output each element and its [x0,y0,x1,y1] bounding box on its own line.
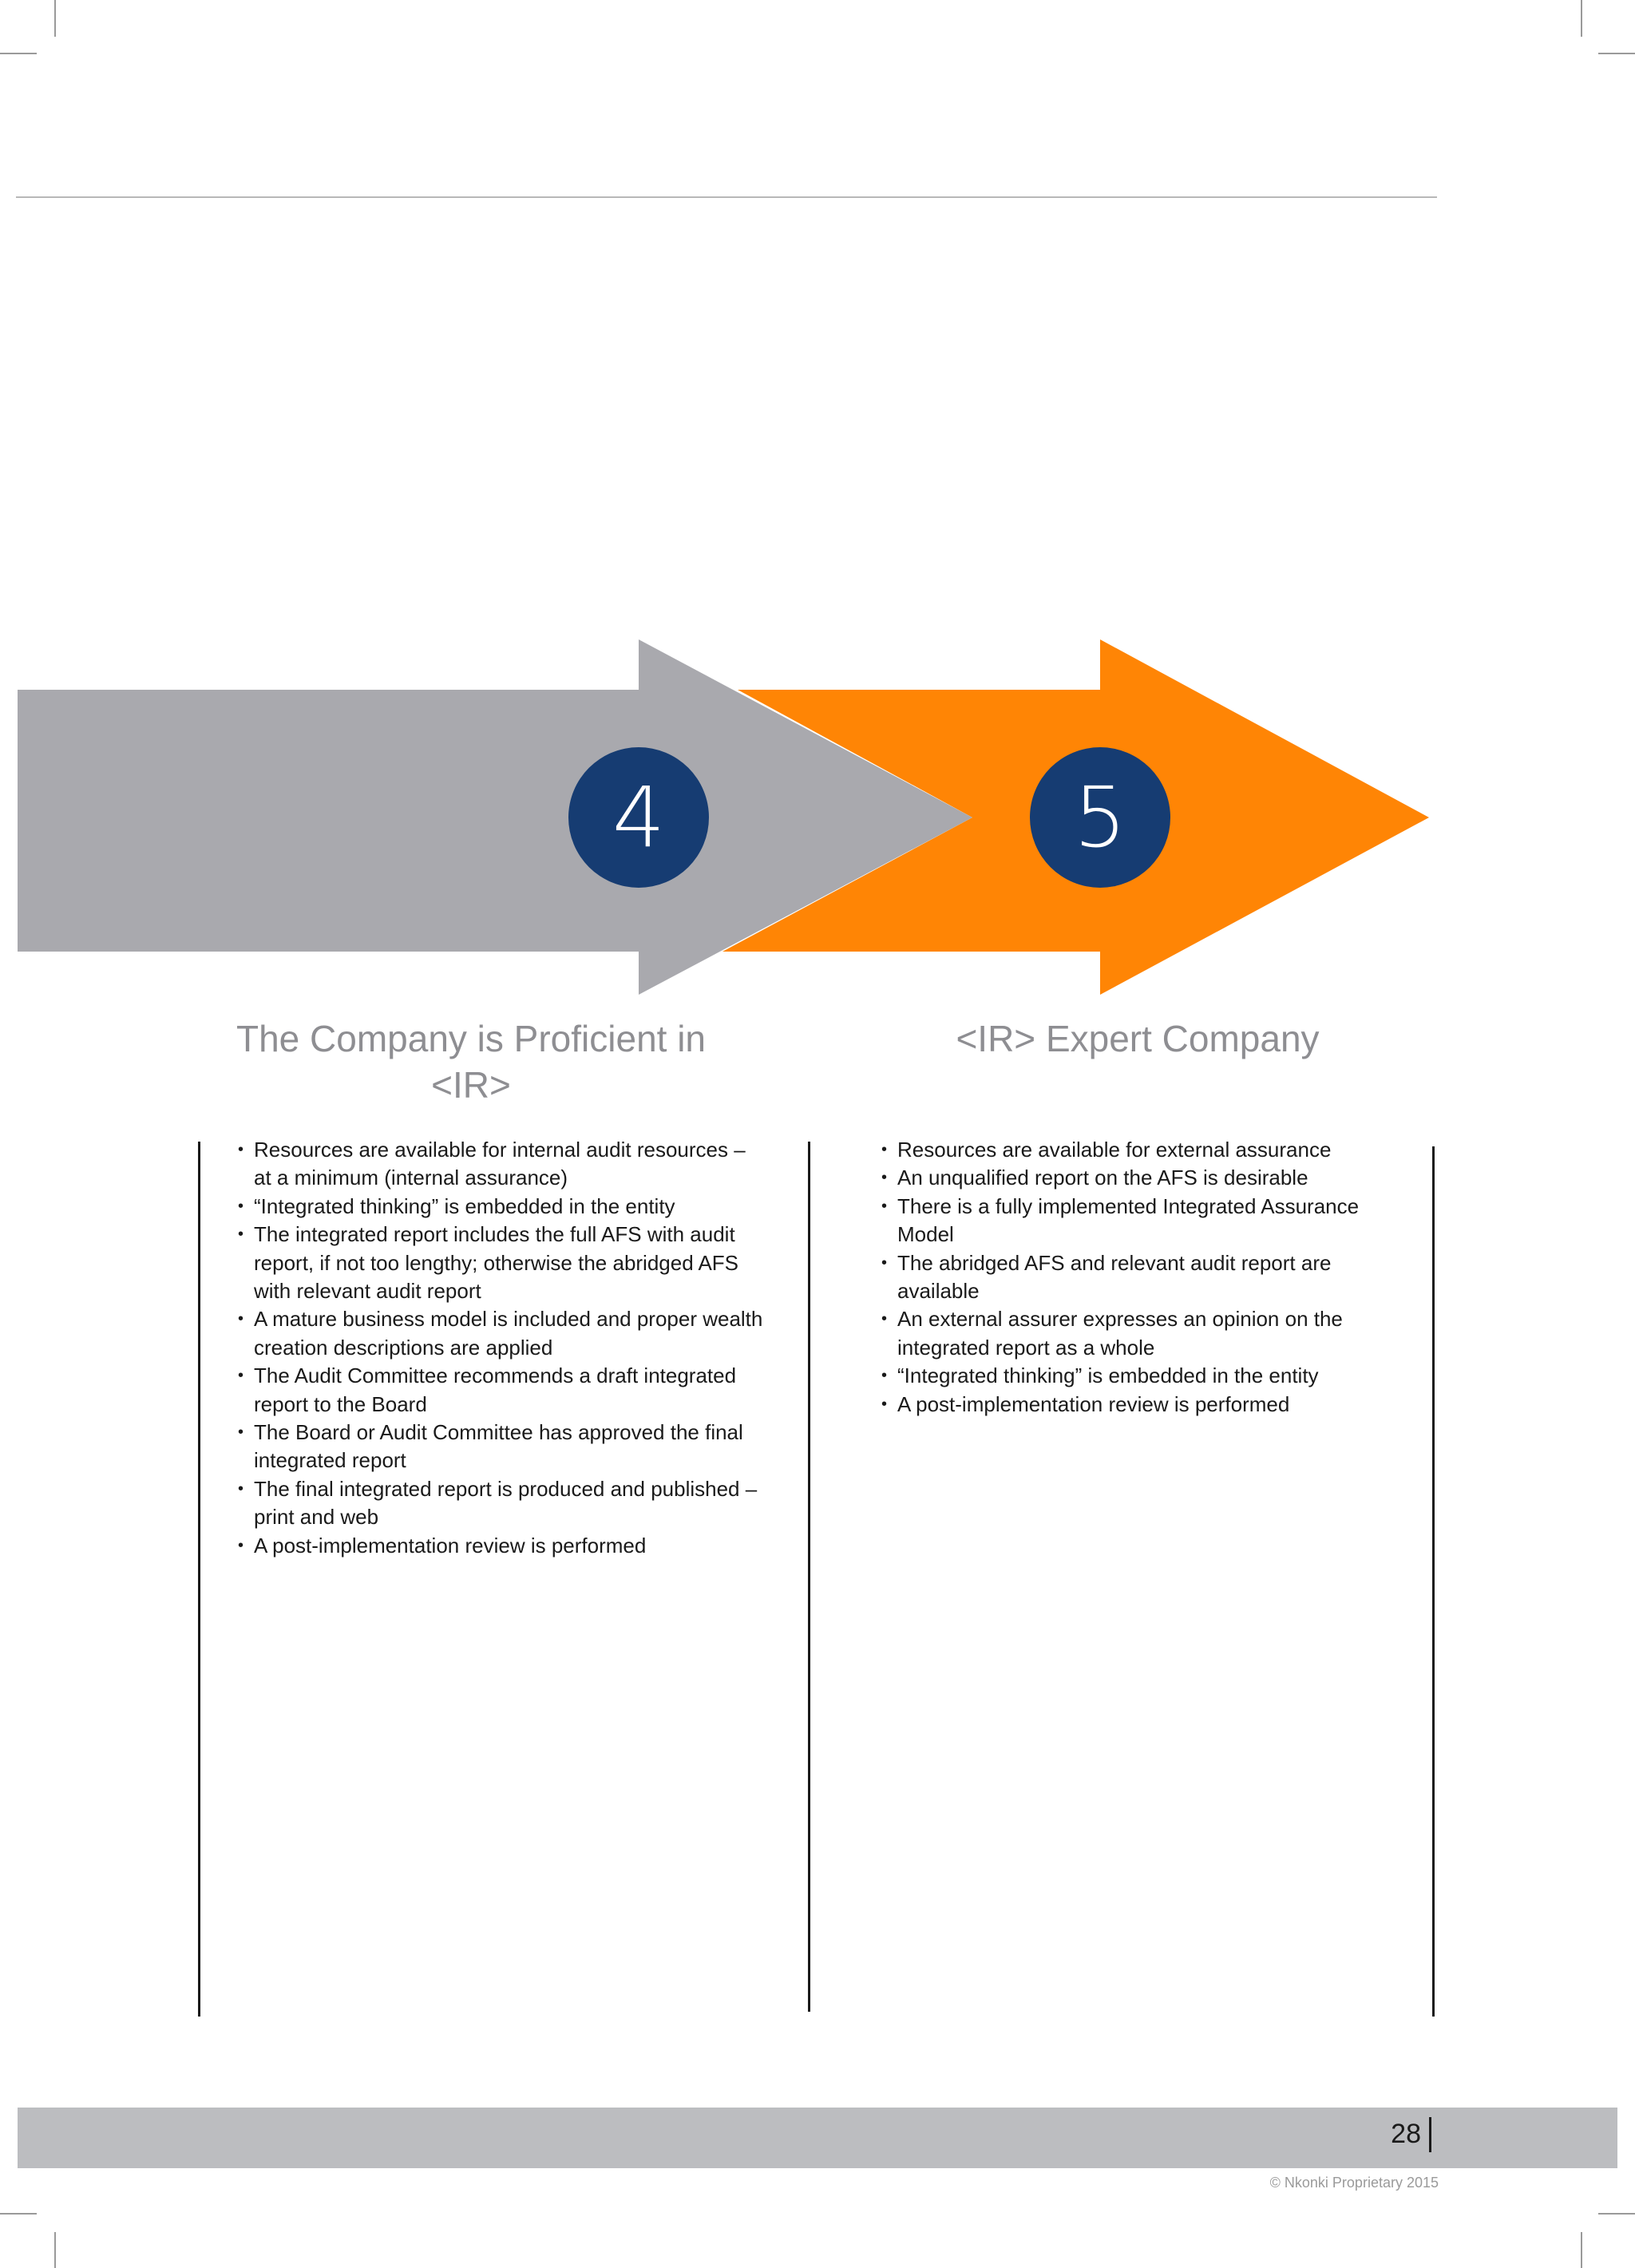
stage-arrows [0,0,1635,1038]
crop-mark-bottom-left [54,2232,56,2268]
column-divider-middle [808,1142,810,2012]
stage-5-number-circle: 5 [1030,747,1170,888]
crop-mark-right-bottom [1598,2213,1635,2215]
stage-4-title-line2: <IR> [431,1064,511,1106]
list-item: • Resources are available for external assurance [881,1136,1376,1164]
list-item: • “Integrated thinking” is embedded in the entity [238,1193,765,1221]
page-number: 28 [1391,2119,1421,2149]
crop-mark-bottom-right [1581,2232,1582,2268]
list-item: • There is a fully implemented Integrated Assurance Model [881,1193,1376,1249]
copyright-notice: © Nkonki Proprietary 2015 [1269,2175,1439,2191]
column-divider-right [1432,1146,1435,2017]
list-item: • An external assurer expresses an opinion on the integrated report as a whole [881,1305,1376,1362]
column-divider-left [198,1142,200,2017]
crop-mark-left-bottom [0,2213,37,2215]
list-item: • A post-implementation review is performed [881,1391,1376,1419]
list-item: • The final integrated report is produced and published – print and web [238,1475,765,1532]
stage-4-title-line1: The Company is Proficient in [236,1018,707,1059]
page-number-divider [1429,2117,1431,2152]
list-item: • An unqualified report on the AFS is desirable [881,1164,1376,1192]
list-item: • “Integrated thinking” is embedded in the entity [881,1362,1376,1390]
stage-5-criteria-list [881,1136,1376,1419]
list-item: • The Audit Committee recommends a draft integrated report to the Board [238,1362,765,1419]
list-item: • A mature business model is included and proper wealth creation descriptions are applied [238,1305,765,1362]
list-item: • The abridged AFS and relevant audit report are available [881,1249,1376,1306]
list-item: • Resources are available for internal audit resources – at a minimum (internal assurance) [238,1136,765,1193]
stage-4-criteria-list [238,1136,765,1560]
list-item: • The integrated report includes the full AFS with audit report, if not too lengthy; otherwise the abridged AFS with relevant audit report [238,1221,765,1305]
stage-4-number-circle: 4 [568,747,709,888]
list-item: • A post-implementation review is performed [238,1532,765,1560]
list-item: • The Board or Audit Committee has approved the final integrated report [238,1419,765,1475]
stage-5-title: <IR> Expert Company [956,1018,1320,1059]
stage-4-title [160,1015,782,1108]
